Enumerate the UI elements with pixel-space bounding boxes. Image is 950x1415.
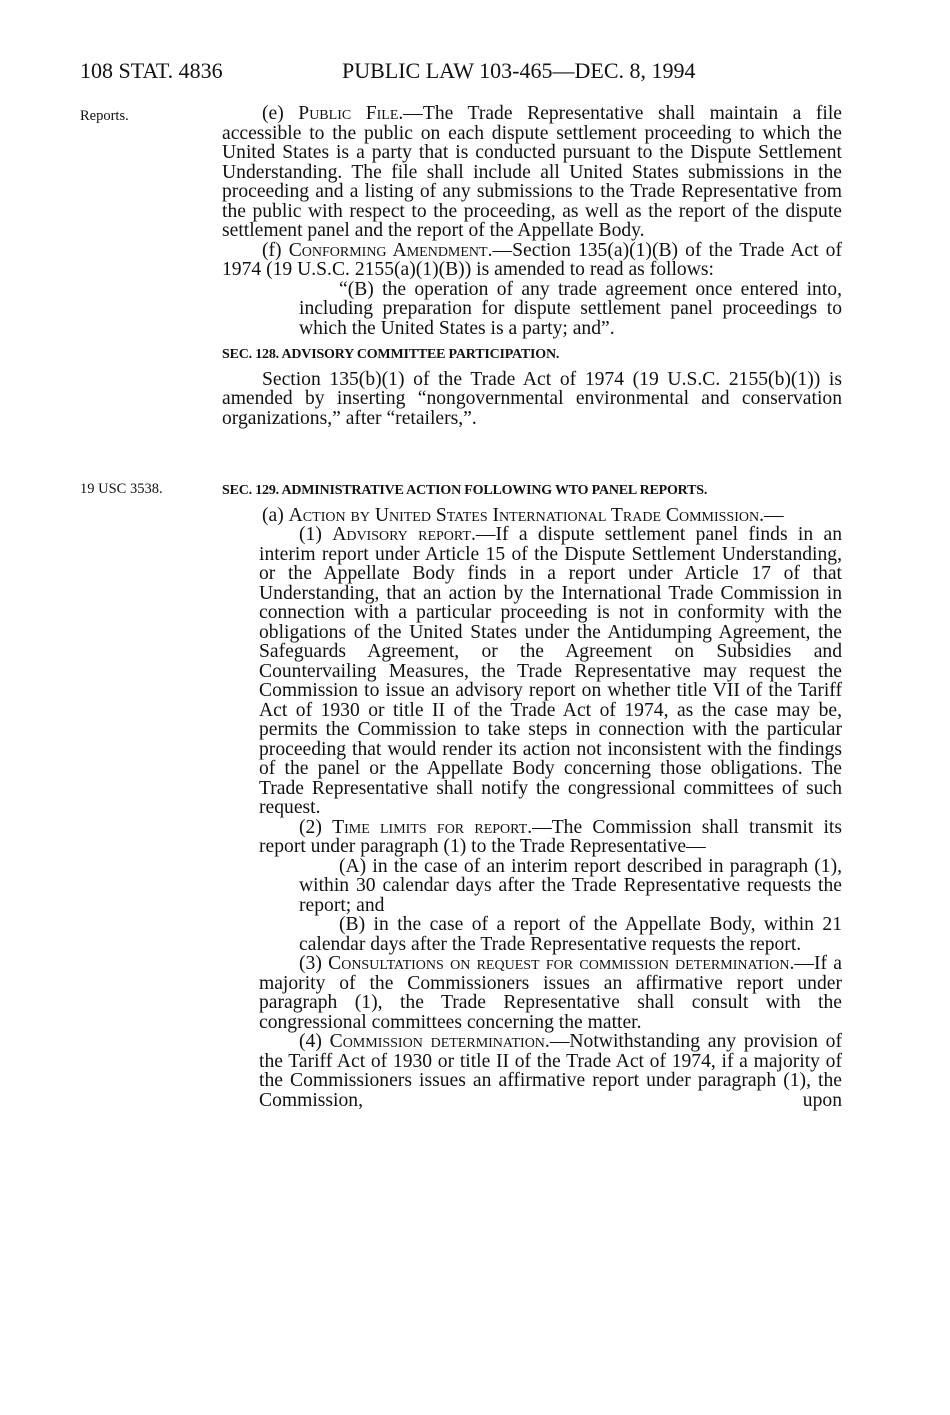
paragraph-2-text: —The Commission shall transmit its report under paragraph (1) to the Trade Representative— (259, 816, 842, 857)
paragraph-4-label: (4) (299, 1031, 330, 1052)
paragraph-3-label: (3) (299, 953, 329, 974)
paragraph-2 (259, 818, 842, 857)
paragraph-3 (259, 954, 842, 1032)
amended-text-quote: “(B) the operation of any trade agreement once entered into, including preparation for dispute settlement panel proceedings to which the United States is a party; and”. (299, 278, 842, 339)
paragraph-4-heading: Commission determination. (329, 1031, 550, 1052)
paragraph-1-text: —If a dispute settlement panel finds in an interim report under Article 15 of the Dispute Settlement Understanding, or the Appellate Body finds in a report under Article 17 of that Understanding, that an action by the International Trade Commission in connection with a particular proceeding is not in conformity with the obligations of the United States under the Antidumping Agreement, the Safeguards Agreement, or the Agreement on Subsidies and Countervailing Measures, the Trade Representative may request the Commission to issue an advisory report on whether title VII of the Tariff Act of 1930 or title II of the Trade Act of 1974, as the case may be, permits the Commission to take steps in connection with the particular proceeding that would render its action not inconsistent with the findings of the panel or the Appellate Body concerning those obligations. The Trade Representative shall notify the congressional committees of such request. (259, 524, 842, 818)
paragraph-1-heading: Advisory report. (332, 524, 476, 545)
section-129-heading: SEC. 129. ADMINISTRATIVE ACTION FOLLOWING WTO PANEL REPORTS. (222, 483, 708, 498)
paragraph-2-heading: Time limits for report. (332, 816, 533, 838)
paragraph-e-text: —The Trade Representative shall maintain a file accessible to the public on each dispute settlement proceeding to which the United States is a party that is conducted pursuant to the Dispute Settlement Understanding. The file shall include all United States submissions in the proceeding and a listing of any submissions to the Trade Representative from the public with respect to the proceeding, as well as the report of the dispute settlement panel and the report of the Appellate Body. (222, 103, 842, 241)
paragraph-f-heading: Conforming Amendment. (288, 239, 493, 261)
subparagraph-B: (B) in the case of a report of the Appellate Body, within 21 calendar days after the Trade Representative requests the report. (299, 914, 842, 955)
margin-note-reports: Reports. (80, 108, 129, 124)
paragraph-e-label: (e) (262, 103, 299, 124)
subsection-a-heading: Action by United States International Trade Commission. (288, 504, 764, 526)
paragraph-f-text: —Section 135(a)(1)(B) of the Trade Act of 1974 (19 U.S.C. 2155(a)(1)(B)) is amended to read as follows: (222, 239, 842, 280)
paragraph-f (222, 241, 842, 280)
section-128-text: Section 135(b)(1) of the Trade Act of 1974 (19 U.S.C. 2155(b)(1)) is amended by inserting “nongovernmental environmental and conservation organizations,” after “retailers,”. (222, 368, 842, 429)
statute-page-number: 108 STAT. 4836 (80, 58, 223, 83)
paragraph-e (222, 104, 842, 241)
subsection-a-tail: — (764, 504, 784, 526)
section-128-heading: SEC. 128. ADVISORY COMMITTEE PARTICIPATION. (222, 347, 560, 362)
paragraph-4 (259, 1032, 842, 1110)
subsection-a (222, 506, 842, 526)
paragraph-3-text: —If a majority of the Commissioners issues an affirmative report under paragraph (1), the Trade Representative shall consult with the congressional committees concerning the matter. (259, 953, 842, 1033)
paragraph-2-label: (2) (299, 816, 333, 838)
paragraph-1-label: (1) (299, 524, 333, 545)
body-lower (222, 481, 842, 1110)
public-law-title: PUBLIC LAW 103-465—DEC. 8, 1994 (342, 58, 696, 83)
paragraph-f-label: (f) (262, 239, 289, 261)
subparagraph-A: (A) in the case of an interim report described in paragraph (1), within 30 calendar days after the Trade Representative requests the report; and (299, 855, 842, 916)
paragraph-3-heading: Consultations on request for commission determination. (328, 953, 795, 974)
paragraph-1 (259, 525, 842, 818)
paragraph-e-heading: Public File. (298, 103, 404, 124)
margin-note-usc: 19 USC 3538. (80, 481, 163, 497)
paragraph-4-text: —Notwithstanding any provision of the Tariff Act of 1930 or title II of the Trade Act of 1974, if a majority of the Commissioners issues an affirmative report under paragraph (1), the Commission, upon (259, 1031, 842, 1111)
subsection-a-label: (a) (262, 504, 289, 526)
body-upper (222, 104, 842, 428)
